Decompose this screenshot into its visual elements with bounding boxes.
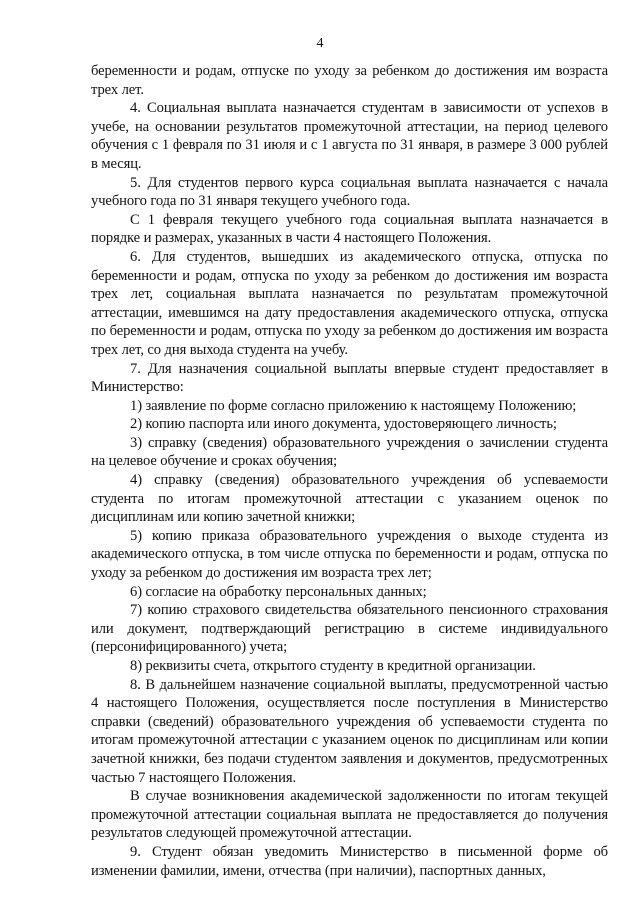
document-body [91, 62, 608, 880]
list-item-2: 2) копию паспорта или иного документа, удостоверяющего личность; [130, 416, 557, 433]
list-item-7: 7) копию страхового свидетельства обязательного пенсионного страхования или документ, подтверждающий регистрацию в системе индивидуального (персонифицированного) учета; [91, 602, 608, 656]
paragraph-clause-8-cont: В случае возникновения академической задолженности по итогам текущей промежуточной аттестации социальная выплата не предоставляется до получения результатов следующей промежуточной аттестации. [91, 788, 608, 842]
paragraph-clause-5: 5. Для студентов первого курса социальная выплата назначается с начала учебного года по 31 января текущего учебного года. [91, 174, 608, 210]
paragraph-clause-6: 6. Для студентов, вышедших из академического отпуска, отпуска по беременности и родам, отпуска по уходу за ребенком до достижения им возраста трех лет, социальная выплата назначается по результатам промежуточной аттестации, имевшимся на дату предоставления академического отпуска, отпуска по беременности и родам, отпуска по уходу за ребенком до достижения им возраста трех лет, со дня выхода студента на учебу. [91, 248, 608, 358]
list-item-6: 6) согласие на обработку персональных данных; [130, 583, 427, 600]
paragraph-clause-5-cont: С 1 февраля текущего учебного года социальная выплата назначается в порядке и размерах, указанных в части 4 настоящего Положения. [91, 211, 608, 247]
list-item-3: 3) справку (сведения) образовательного учреждения о зачислении студента на целевое обучение и сроках обучения; [91, 434, 608, 470]
list-item-4: 4) справку (сведения) образовательного учреждения об успеваемости студента по итогам промежуточной аттестации с указанием оценок по дисциплинам или копию зачетной книжки; [91, 472, 608, 526]
paragraph-continuation: беременности и родам, отпуске по уходу за ребенком до достижения им возраста трех лет. [91, 63, 608, 98]
page-number: 4 [316, 36, 324, 51]
paragraph-clause-4: 4. Социальная выплата назначается студентам в зависимости от успехов в учебе, на основании результатов промежуточной аттестации, на период целевого обучения с 1 февраля по 31 июля и с 1 августа по 31 января, в размере 3 000 рублей в месяц. [91, 100, 608, 172]
list-item-1: 1) заявление по форме согласно приложению к настоящему Положению; [130, 397, 577, 414]
paragraph-clause-8: 8. В дальнейшем назначение социальной выплаты, предусмотренной частью 4 настоящего Положения, осуществляется после поступления в Министерство справки (сведений) образовательного учреждения об успеваемости студента по итогам промежуточной аттестации с указанием оценок по дисциплинам или копии зачетной книжки, без подачи студентом заявления и документов, предусмотренных частью 7 настоящего Положения. [91, 676, 608, 786]
list-item-8: 8) реквизиты счета, открытого студенту в кредитной организации. [130, 658, 536, 674]
paragraph-clause-7: 7. Для назначения социальной выплаты впервые студент предоставляет в Министерство: [91, 360, 608, 396]
list-item-5: 5) копию приказа образовательного учреждения о выходе студента из академического отпуска, в том числе отпуска по беременности и родам, отпуска по уходу за ребенком до достижения им возраста трех лет; [91, 527, 608, 582]
paragraph-clause-9: 9. Студент обязан уведомить Министерство в письменной форме об изменении фамилии, имени, отчества (при наличии), паспортных данных, [91, 843, 608, 879]
